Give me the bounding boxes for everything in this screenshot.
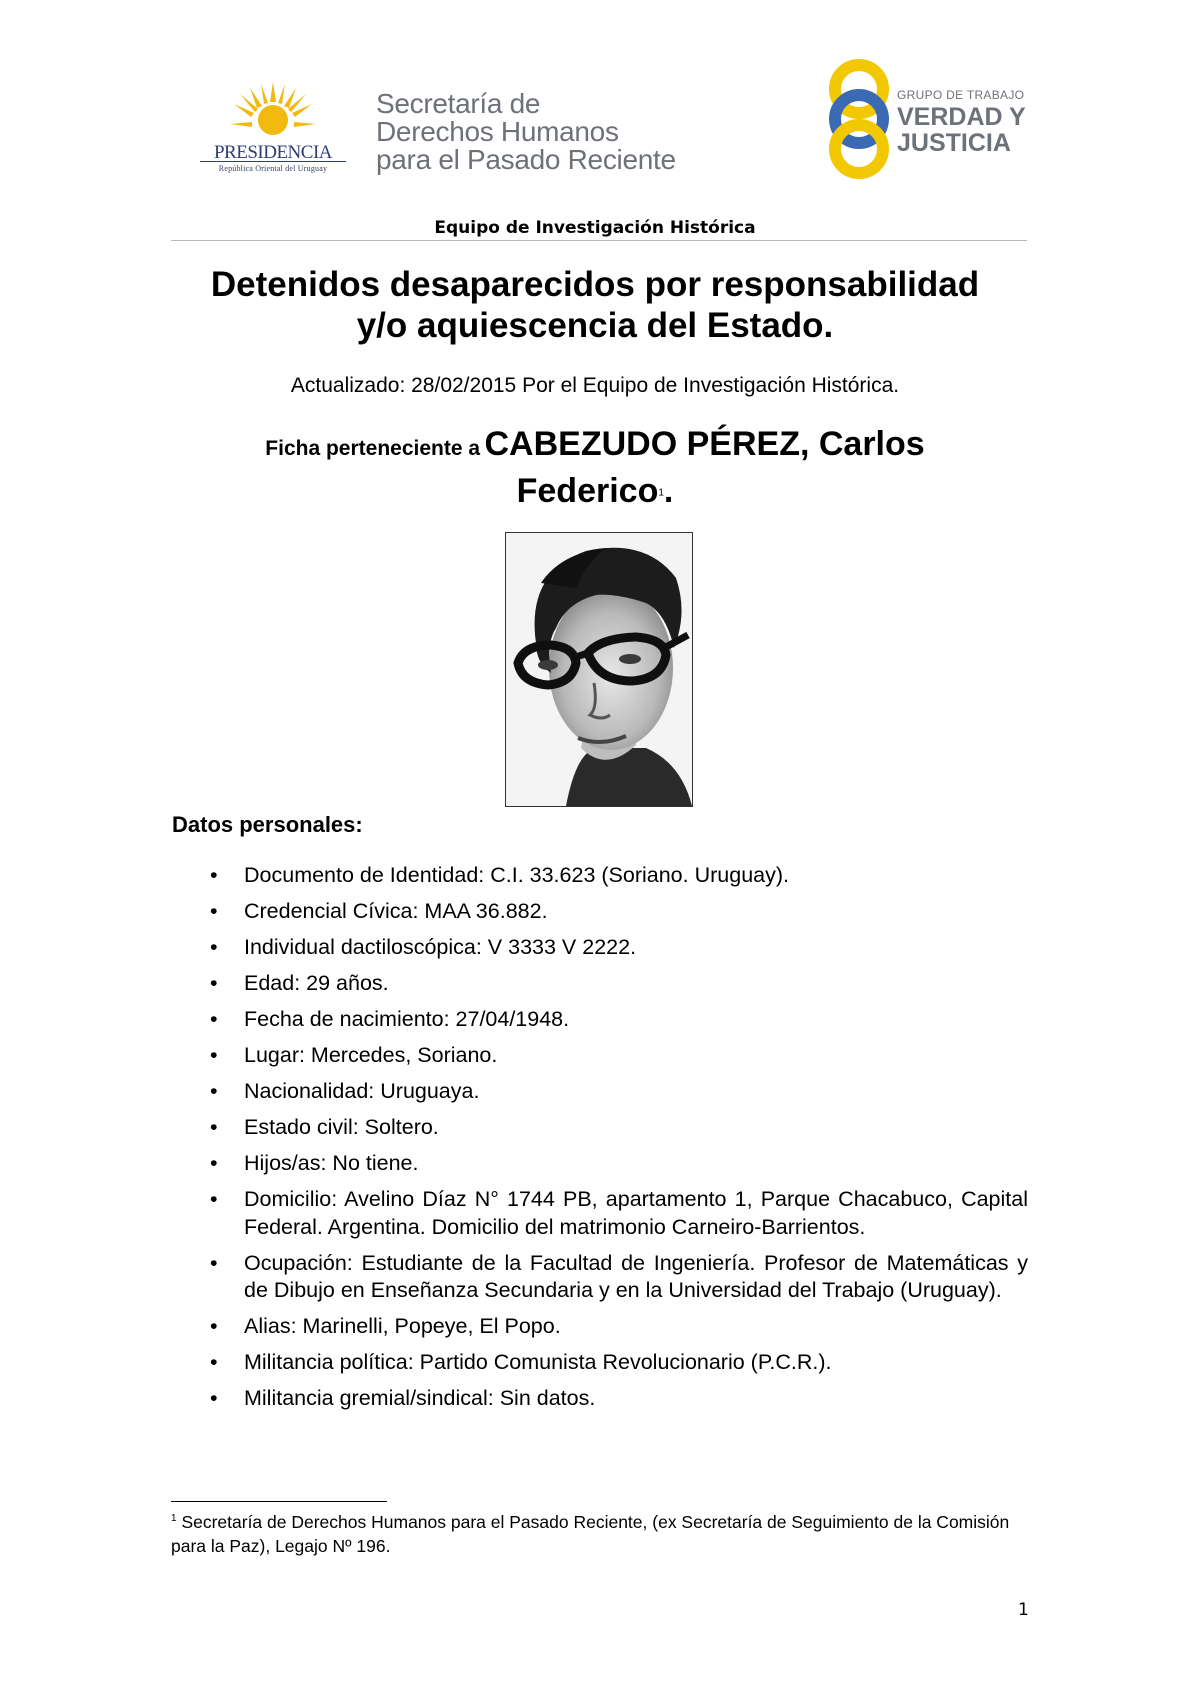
- presidencia-name: PRESIDENCIA: [213, 142, 332, 163]
- list-item: [172, 1250, 1028, 1305]
- bullet-icon: •: [210, 935, 218, 959]
- ficha-name-end: .: [663, 472, 674, 510]
- secretaria-line-1: Secretaría de: [376, 88, 541, 119]
- list-item-text: Militancia gremial/sindical: Sin datos.: [244, 1386, 596, 1410]
- list-item: [172, 1150, 1028, 1178]
- footnote-number: 1: [171, 1513, 177, 1524]
- bullet-icon: •: [210, 971, 218, 995]
- bullet-icon: •: [210, 863, 218, 887]
- footnote-divider: [171, 1501, 387, 1502]
- list-item-text: Fecha de nacimiento: 27/04/1948.: [244, 1007, 570, 1031]
- secretaria-line-3: para el Pasado Reciente: [376, 144, 676, 175]
- list-item-text: Militancia política: Partido Comunista Revolucionario (P.C.R.).: [244, 1350, 832, 1374]
- ficha-name-part1: CABEZUDO PÉREZ, Carlos: [484, 425, 925, 463]
- secretaria-logo: [376, 90, 676, 174]
- list-item: [172, 862, 1028, 890]
- team-label: Equipo de Investigación Histórica: [434, 218, 756, 238]
- footnote-reference[interactable]: 1: [658, 487, 664, 499]
- list-item: [172, 1349, 1028, 1377]
- page-number: 1: [1018, 1600, 1029, 1620]
- list-item: [172, 934, 1028, 962]
- sun-emblem-icon: [230, 80, 316, 146]
- list-item: [172, 898, 1028, 926]
- bullet-icon: •: [210, 1115, 218, 1139]
- list-item-text: Documento de Identidad: C.I. 33.623 (Soriano. Uruguay).: [244, 863, 789, 887]
- title-line-1: Detenidos desaparecidos por responsabilidad: [210, 265, 980, 304]
- presidencia-logo: [194, 80, 352, 180]
- bullet-icon: •: [210, 1314, 218, 1338]
- header-divider: [171, 240, 1027, 241]
- list-item-text: Edad: 29 años.: [244, 971, 389, 995]
- bullet-icon: •: [210, 1350, 218, 1374]
- vyj-small-label: GRUPO DE TRABAJO: [897, 88, 1025, 102]
- bullet-icon: •: [210, 1043, 218, 1067]
- bullet-icon: •: [210, 1187, 218, 1211]
- list-item-text: Hijos/as: No tiene.: [244, 1151, 419, 1175]
- bullet-icon: •: [210, 1079, 218, 1103]
- vyj-line-2: JUSTICIA: [897, 129, 1011, 157]
- verdad-justicia-logo: [822, 56, 1032, 182]
- list-item: [172, 1186, 1028, 1241]
- presidencia-subtitle: República Oriental del Uruguay: [218, 164, 328, 173]
- ficha-name-part2: Federico: [516, 472, 659, 510]
- list-item-text: Alias: Marinelli, Popeye, El Popo.: [244, 1314, 561, 1338]
- bullet-icon: •: [210, 1151, 218, 1175]
- list-item: [172, 1385, 1028, 1413]
- bullet-icon: •: [210, 1007, 218, 1031]
- updated-line: Actualizado: 28/02/2015 Por el Equipo de Investigación Histórica.: [290, 374, 900, 397]
- list-item: [172, 970, 1028, 998]
- bullet-icon: •: [210, 899, 218, 923]
- list-item-text: Lugar: Mercedes, Soriano.: [244, 1043, 498, 1067]
- portrait-image: [506, 533, 692, 806]
- footnote-text: Secretaría de Derechos Humanos para el Pasado Reciente, (ex Secretaría de Seguimiento de la Comisión para la Paz), Legajo Nº 196.: [171, 1511, 1010, 1556]
- portrait-photo: [505, 532, 693, 807]
- list-item-text: Ocupación: Estudiante de la Facultad de Ingeniería. Profesor de Matemáticas y de Dibujo en Enseñanza Secundaria y en la Universidad del Trabajo (Uruguay).: [244, 1250, 1028, 1302]
- list-item-text: Credencial Cívica: MAA 36.882.: [244, 899, 548, 923]
- list-item-text: Nacionalidad: Uruguaya.: [244, 1079, 480, 1103]
- list-item: [172, 1042, 1028, 1070]
- bullet-icon: •: [210, 1250, 218, 1275]
- list-item: [172, 1313, 1028, 1341]
- list-item-text: Individual dactiloscópica: V 3333 V 2222.: [244, 935, 637, 959]
- list-item: [172, 1078, 1028, 1106]
- section-heading-datos: Datos personales:: [172, 812, 363, 837]
- linked-rings-icon: [822, 56, 896, 182]
- ficha-heading: [180, 424, 1010, 518]
- bullet-icon: •: [210, 1386, 218, 1410]
- footnote: [171, 1507, 1029, 1558]
- list-item: [172, 1006, 1028, 1034]
- list-item: [172, 1114, 1028, 1142]
- ficha-prefix: Ficha perteneciente a: [265, 437, 481, 460]
- list-item-text: Estado civil: Soltero.: [244, 1115, 439, 1139]
- page-title: [120, 264, 1070, 346]
- secretaria-line-2: Derechos Humanos: [376, 116, 619, 147]
- title-line-2: y/o aquiescencia del Estado.: [356, 306, 834, 345]
- vyj-line-1: VERDAD Y: [897, 103, 1026, 131]
- personal-data-list: [172, 862, 1028, 1421]
- list-item-text: Domicilio: Avelino Díaz N° 1744 PB, apartamento 1, Parque Chacabuco, Capital Federal. Argentina. Domicilio del matrimonio Carneiro-Barrientos.: [244, 1187, 1028, 1239]
